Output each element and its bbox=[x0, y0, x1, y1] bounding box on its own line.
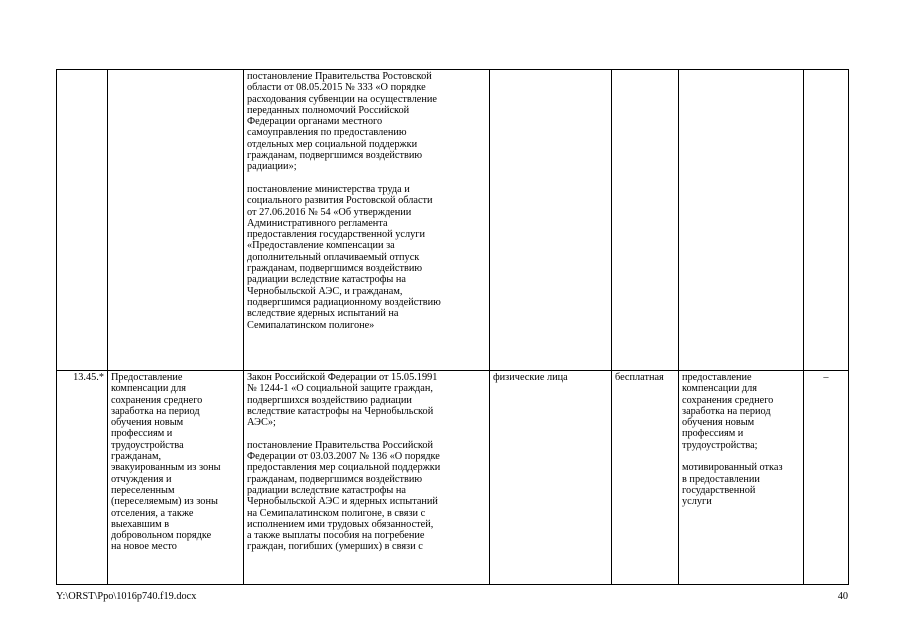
legal-basis-paragraph: постановление Правительства Российской Федерации от 03.03.2007 № 136 «О порядке предоставления мер социальной поддержки гражданам, подвергшимся воздействию радиации вследствие катастрофы на Чернобыльской АЭС и ядерных испытаний на Семипалатинском полигоне, в связи с исполнением ими трудовых обязанностей, а также выплаты пособия на погребение граждан, погибших (умерших) в связи с bbox=[247, 439, 441, 553]
service-number-cell bbox=[57, 70, 108, 371]
recipients-cell bbox=[490, 70, 612, 371]
note-cell bbox=[804, 70, 849, 371]
table-row bbox=[57, 70, 849, 371]
file-path: Y:\ORST\Ppo\1016p740.f19.docx bbox=[56, 591, 197, 602]
recipients-cell: физические лица bbox=[490, 371, 612, 585]
payment-cell: бесплатная bbox=[612, 371, 679, 585]
service-number-cell: 13.45.* bbox=[57, 371, 108, 585]
table-row bbox=[57, 371, 849, 585]
result-text: предоставление компенсации для сохранения среднего заработка на период обучения новым профессиям и трудоустройства; bbox=[682, 372, 774, 451]
result-text: мотивированный отказ в предоставлении государственной услуги bbox=[682, 462, 783, 508]
legal-basis-cell bbox=[244, 371, 490, 585]
payment-cell bbox=[612, 70, 679, 371]
legal-basis-paragraph: Закон Российской Федерации от 15.05.1991 № 1244-1 «О социальной защите граждан, подвергшихся воздействию радиации вследствие катастрофы на Чернобыльской АЭС»; bbox=[247, 372, 438, 429]
result-cell bbox=[679, 70, 804, 371]
note-cell: – bbox=[804, 371, 849, 585]
legal-basis-paragraph: постановление министерства труда и социального развития Ростовской области от 27.06.2016 № 54 «Об утверждении Административного регламента предоставления государственной услуги «Предоставление компенсации за дополнительный оплачиваемый отпуск гражданам, подвергшимся воздействию радиации вследствие катастрофы на Чернобыльской АЭС, и гражданам, подвергшимся радиационному воздействию вследствие ядерных испытаний на Семипалатинском полигоне» bbox=[247, 183, 441, 331]
service-name-text: Предоставление компенсации для сохранения среднего заработка на период обучения новым профессиям и трудоустройства гражданам, эвакуированным из зоны отчуждения и переселенным (переселяемым) из зоны отселения, а также выехавшим в добровольном порядке на новое место bbox=[111, 372, 221, 553]
service-name-cell bbox=[108, 70, 244, 371]
result-cell bbox=[679, 371, 804, 585]
page-number: 40 bbox=[837, 591, 848, 602]
service-name-cell bbox=[108, 371, 244, 585]
legal-basis-paragraph: постановление Правительства Ростовской области от 08.05.2015 № 333 «О порядке расходования субвенции на осуществление переданных полномочий Российской Федерации органами местного самоуправления по предоставлению отдельных мер социальной поддержки гражданам, подвергшимся воздействию радиации»; bbox=[247, 71, 437, 173]
legal-basis-cell bbox=[244, 70, 490, 371]
services-table bbox=[56, 69, 849, 585]
